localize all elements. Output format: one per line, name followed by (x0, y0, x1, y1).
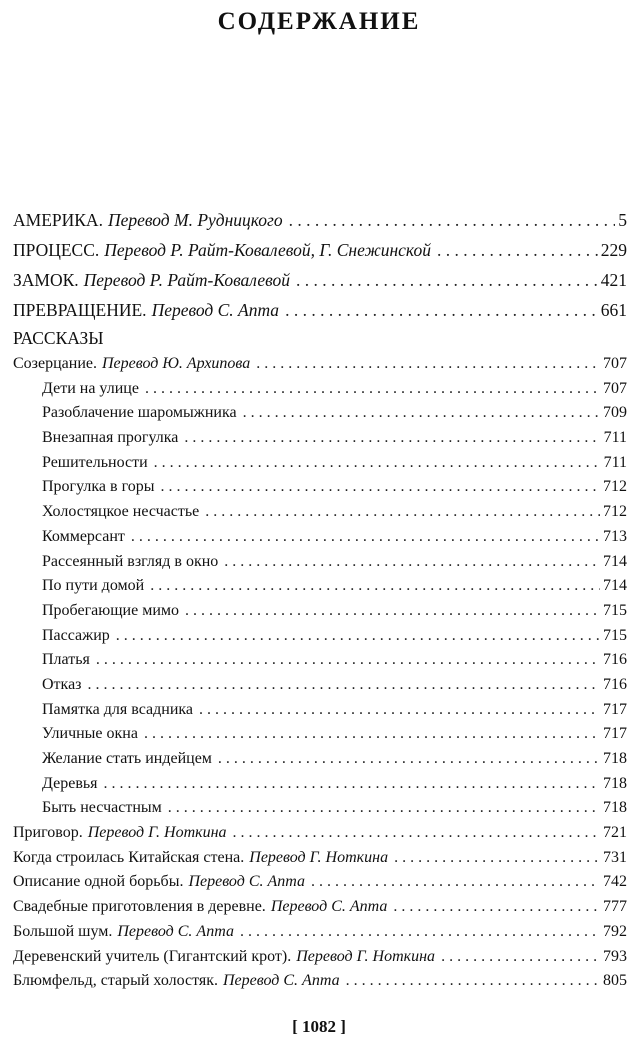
toc-entry-title: Большой шум. (13, 922, 113, 940)
toc-entry-page-number: 229 (600, 240, 627, 260)
dot-leader (394, 846, 600, 871)
toc-entry-title: Деревья (42, 774, 98, 792)
toc-entry-title: ПРОЦЕСС. (13, 240, 100, 260)
toc-entry-translator: Перевод М. Рудницкого (107, 210, 283, 230)
dot-leader (184, 426, 600, 451)
toc-entry-page-number: 717 (603, 725, 627, 743)
dot-leader (116, 624, 600, 649)
toc-entry-page-number: 709 (603, 404, 627, 422)
toc-entry[interactable] (13, 895, 627, 920)
toc-entry[interactable] (13, 673, 627, 698)
toc-entry-page-number: 713 (603, 527, 627, 545)
dot-leader (205, 500, 600, 525)
toc-entry-title: Созерцание. (13, 355, 97, 372)
dot-leader (240, 920, 600, 945)
toc-entry-title: Деревенский учитель (Гигантский крот). (13, 947, 292, 965)
toc-entry-title: Решительности (42, 453, 148, 471)
toc-entry-title: Пробегающие мимо (42, 601, 179, 619)
toc-entry-page-number: 742 (603, 873, 627, 891)
toc-entry-translator: Перевод Г. Ноткина (87, 824, 227, 842)
toc-entry[interactable] (13, 235, 627, 265)
dot-leader (346, 969, 600, 994)
toc-entry[interactable] (13, 796, 627, 821)
toc-entry[interactable] (13, 599, 627, 624)
toc-entry-translator: Перевод С. Апта (270, 898, 388, 916)
toc-entry-page-number: 718 (603, 750, 627, 767)
toc-entry[interactable] (13, 821, 627, 846)
toc-entry-title: Блюмфельд, старый холостяк. (13, 972, 218, 990)
toc-entry-page-number: 715 (603, 601, 627, 619)
toc-entry-page-number: 715 (603, 626, 627, 644)
dot-leader (233, 821, 600, 846)
dot-leader (185, 599, 600, 624)
toc-entry-page-number: 707 (603, 379, 627, 397)
toc-entry-translator: Перевод Г. Ноткина (296, 947, 436, 965)
toc-entry-page-number: 793 (603, 947, 627, 965)
dot-leader (145, 377, 600, 402)
toc-entry-title: ПРЕВРАЩЕНИЕ. (13, 300, 147, 320)
toc-entry-title: Описание одной борьбы. (13, 873, 184, 891)
dot-leader (311, 870, 600, 895)
toc-entry-page-number: 707 (603, 355, 627, 372)
toc-entry-title: Рассеянный взгляд в окно (42, 552, 219, 570)
toc-entry-page-number: 731 (603, 848, 627, 866)
toc-entry-page-number: 716 (603, 651, 627, 669)
toc-entry-translator: Перевод Р. Райт-Ковалевой, Г. Снежинской (104, 240, 431, 260)
toc-entry-title: По пути домой (42, 577, 145, 595)
toc-entry-title: Внезапная прогулка (42, 429, 179, 447)
page-number-footer: [ 1082 ] (292, 1017, 346, 1036)
toc-entry-title: Коммерсант (42, 527, 125, 545)
dot-leader (88, 673, 601, 698)
dot-leader (256, 352, 600, 377)
toc-entry-page-number: 711 (603, 453, 627, 471)
toc-entry-page-number: 718 (603, 799, 627, 817)
toc-entry-title: Желание стать индейцем (42, 750, 212, 767)
toc-entry-page-number: 421 (600, 270, 627, 290)
toc-entry-page-number: 661 (600, 300, 627, 320)
dot-leader (96, 648, 600, 673)
dot-leader (161, 475, 601, 500)
toc-entry-title: Свадебные приготовления в деревне. (13, 898, 266, 916)
toc-entry-page-number: 717 (603, 700, 627, 718)
dot-leader (441, 945, 600, 970)
toc-entry-page-number: 792 (603, 922, 627, 940)
dot-leader (168, 796, 600, 821)
dot-leader (150, 574, 600, 599)
toc-entry-title: Когда строилась Китайская стена. (13, 848, 245, 866)
toc-entry[interactable] (13, 265, 627, 295)
toc-entry-page-number: 712 (603, 478, 627, 496)
toc-entry-translator: Перевод Р. Райт-Ковалевой (83, 270, 290, 290)
toc-entry[interactable] (13, 426, 627, 451)
toc-entry-translator: Перевод Ю. Архипова (101, 355, 251, 372)
dot-leader (296, 265, 598, 295)
toc-entry-title: Отказ (42, 675, 82, 693)
dot-leader (199, 698, 600, 723)
toc-entry-page-number: 711 (603, 429, 627, 447)
toc-entry-page-number: 714 (603, 577, 627, 595)
dot-leader (393, 895, 600, 920)
toc-entry[interactable] (13, 451, 627, 476)
toc-entry-translator: Перевод С. Апта (223, 972, 340, 990)
toc-entry[interactable] (13, 475, 627, 500)
toc-entry[interactable] (13, 698, 627, 723)
dot-leader (437, 235, 598, 265)
toc-entry-page-number: 712 (603, 503, 627, 521)
toc-entry[interactable] (13, 969, 627, 994)
toc-entry-title: Быть несчастным (42, 799, 162, 817)
toc-entry[interactable] (13, 295, 627, 325)
toc-entry[interactable] (13, 722, 627, 747)
toc-entry-title: ЗАМОК. (13, 270, 79, 290)
page-title: СОДЕРЖАНИЕ (217, 8, 421, 35)
toc-entry[interactable] (13, 920, 627, 945)
toc-entry[interactable] (13, 377, 627, 402)
toc-entry[interactable] (13, 846, 627, 871)
toc-entry[interactable] (13, 945, 627, 970)
toc-entry-page-number: 718 (603, 774, 627, 792)
toc-entry[interactable] (13, 624, 627, 649)
dot-leader (224, 550, 600, 575)
toc-entry-page-number: 805 (603, 972, 627, 990)
toc-entry[interactable] (13, 772, 627, 797)
toc-entry-page-number: 716 (603, 675, 627, 693)
dot-leader (144, 722, 600, 747)
toc-entry-title: Приговор. (13, 824, 83, 842)
toc-entry[interactable] (13, 205, 627, 235)
toc-entry-title: Дети на улице (42, 379, 139, 397)
toc-entry[interactable] (13, 648, 627, 673)
table-of-contents (13, 205, 627, 994)
toc-entry-translator: Перевод С. Апта (188, 873, 306, 891)
toc-entry-translator: Перевод С. Апта (151, 300, 280, 320)
toc-entry[interactable] (13, 550, 627, 575)
toc-entry-title: Уличные окна (42, 725, 138, 743)
dot-leader (104, 772, 600, 797)
toc-entry-title: Пассажир (42, 626, 110, 644)
toc-entry[interactable] (13, 525, 627, 550)
toc-entry-page-number: 714 (603, 552, 627, 570)
dot-leader (218, 747, 600, 772)
dot-leader (285, 295, 598, 325)
dot-leader (154, 451, 601, 476)
toc-entry-page-number: 5 (618, 210, 627, 230)
toc-entry-page-number: 777 (603, 898, 627, 916)
toc-entry-title: Холостяцкое несчастье (42, 503, 200, 521)
toc-entry-title: РАССКАЗЫ (13, 328, 104, 348)
toc-entry-title: Памятка для всадника (42, 700, 194, 718)
toc-entry-title: Платья (42, 651, 90, 669)
toc-entry[interactable] (13, 870, 627, 895)
toc-entry[interactable] (13, 401, 627, 426)
toc-entry-translator: Перевод С. Апта (117, 922, 234, 940)
toc-entry[interactable] (13, 352, 627, 377)
toc-entry-translator: Перевод Г. Ноткина (249, 848, 389, 866)
dot-leader (289, 205, 616, 235)
dot-leader (131, 525, 600, 550)
toc-entry[interactable] (13, 747, 627, 772)
toc-entry-title: Прогулка в горы (42, 478, 155, 496)
toc-entry[interactable] (13, 574, 627, 599)
toc-entry-page-number: 721 (603, 824, 627, 842)
toc-entry-title: Разоблачение шаромыжника (42, 404, 237, 422)
dot-leader (243, 401, 600, 426)
toc-entry[interactable] (13, 500, 627, 525)
toc-section-heading (13, 325, 627, 352)
toc-entry-title: АМЕРИКА. (13, 210, 103, 230)
